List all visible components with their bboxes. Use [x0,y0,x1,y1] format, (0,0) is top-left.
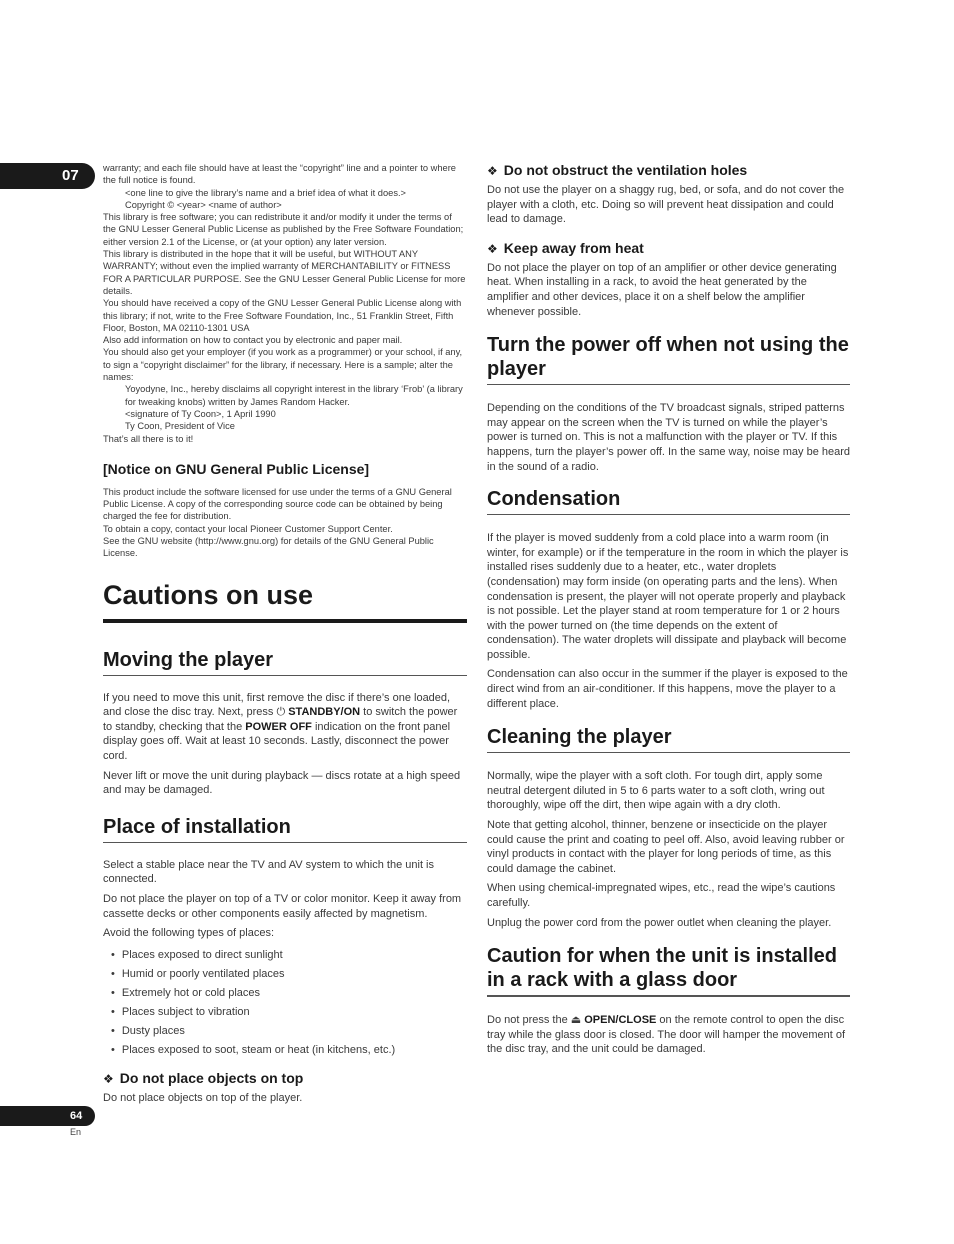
gnu-paragraph: This product include the software licensed for use under the terms of a GNU General Public License. A copy of the corresponding source code can be obtained by being charged the fee for distribution. [103,486,452,522]
license-paragraph: <one line to give the library’s name and a brief idea of what it does.> [125,187,406,198]
language-label: En [70,1127,82,1137]
page-title: Cautions on use [103,580,467,623]
objects-paragraph: Do not place objects on top of the player. [103,1091,303,1104]
rack-paragraph: Do not press the ⏏ OPEN/CLOSE on the remote control to open the disc tray while the glass door is closed. The door will hamper the movement of the disc tray, and the unit could be damaged. [487,1014,846,1056]
moving-paragraph-1: If you need to move this unit, first remove the disc if there’s one loaded, and close the disc tray. Next, press ⏻ STANDBY/ON to switch the power to standby, checking that the POWER OFF indication on the front panel display goes off. Wait at least 10 seconds. Lastly, disconnect the power cord. [103,691,458,762]
license-paragraph: Yoyodyne, Inc., hereby disclaims all copyright interest in the library ‘Frob’ (a library for tweaking knobs) written by James Random Hacker. [125,384,463,407]
heat-paragraph: Do not place the player on top of an amplifier or other device generating heat. When installing in a rack, to avoid the heat generated by the amplifier and other devices, place it on a shelf below the amplifier whenever possible. [487,261,837,318]
avoid-places-list [103,946,467,1060]
left-column [103,162,467,1110]
gnu-paragraph: See the GNU website (http://www.gnu.org) for details of the GNU General Public License. [103,536,434,559]
gnu-notice-text [103,486,467,560]
diamond-icon: ❖ [103,1071,114,1086]
list-item: • Humid or poorly ventilated places [111,965,467,984]
list-item: • Places exposed to direct sunlight [111,946,467,965]
license-paragraph: That’s all there is to it! [103,433,194,444]
license-paragraph: You should have received a copy of the GNU Lesser General Public License along with this library; if not, write to the Free Software Foundation, Inc., 51 Franklin Street, Fifth Floor, Boston, MA 02110-1301 USA [103,298,462,333]
section-heading: Condensation [487,487,850,515]
license-paragraph: warranty; and each file should have at least the “copyright” line and a pointer to where the full notice is found. [103,163,456,186]
license-tail [103,162,467,445]
installation-paragraph: Select a stable place near the TV and AV system to which the unit is connected. [103,858,434,886]
license-paragraph: This library is distributed in the hope that it will be useful, but WITHOUT ANY WARRANTY; without even the implied warranty of MERCHANTABILITY or FITNESS FOR A PARTICULAR PURPOSE. See the GNU Lesser General Public License for more details. [103,249,466,296]
condensation-paragraph-1: If the player is moved suddenly from a cold place into a warm room (in winter, for example) or if the temperature in the room in which the player is installed rises suddenly due to a heater, etc., water droplets (condensation) may form inside (on operating parts and the lens). When condensation is present, the player will not operate properly and playback is not possible. Let the player stand at room temperature for 1 or 2 hours with the power turned on (the time depends on the extent of condensation). The water droplets will dissipate and playback will become possible. [487,532,849,661]
license-paragraph: Copyright © <year> <name of author> [125,199,282,210]
diamond-icon: ❖ [487,164,498,178]
list-item: • Dusty places [111,1022,467,1041]
condensation-paragraph-2: Condensation can also occur in the summer if the player is exposed to the direct wind from an air-conditioner. If this happens, move the player to a different place. [487,668,848,710]
gnu-paragraph: To obtain a copy, contact your local Pioneer Customer Support Center. [103,523,393,534]
power-off-paragraph: Depending on the conditions of the TV broadcast signals, striped patterns may appear on the screen when the TV is turned on while the player’s power is turned on. This is not a malfunction with the player or TV. If this happens, turn the player’s power off. In the same way, noise may be heard in the sound of a radio. [487,402,851,473]
list-item: • Extremely hot or cold places [111,984,467,1003]
standby-icon: ⏻ [276,706,286,719]
ventilation-paragraph: Do not use the player on a shaggy rug, bed, or sofa, and do not cover the player with a cloth, etc. Doing so will prevent heat dissipation and could lead to damage. [487,184,845,226]
section-heading: Cleaning the player [487,725,850,753]
eject-icon: ⏏ [570,1014,582,1027]
section-installation [103,815,467,1106]
list-item: • Places subject to vibration [111,1003,467,1022]
section-heading: Moving the player [103,648,467,676]
subsection-heading: ❖ Do not place objects on top [103,1069,304,1086]
cleaning-paragraph: Unplug the power cord from the power outlet when cleaning the player. [487,916,832,929]
page-number: 64 [0,1106,95,1126]
cleaning-paragraph: When using chemical-impregnated wipes, etc., read the wipe’s cautions carefully. [487,882,836,909]
list-item: • Places exposed to soot, steam or heat (in kitchens, etc.) [111,1041,467,1060]
installation-paragraph: Avoid the following types of places: [103,927,275,940]
gnu-notice-heading: [Notice on GNU General Public License] [103,460,370,477]
section-moving [103,648,467,798]
moving-paragraph-2: Never lift or move the unit during playback — discs rotate at a high speed and may be damaged. [103,769,461,797]
cleaning-paragraph: Normally, wipe the player with a soft cloth. For tough dirt, apply some neutral detergent diluted in 5 to 6 parts water to a soft cloth, wring out thoroughly, wipe off the dirt, then wipe again with a dry cloth. [487,770,825,812]
subsection-heading: ❖ Keep away from heat [487,239,644,256]
license-paragraph: You should also get your employer (if you work as a programmer) or your school, if any, to sign a “copyright disclaimer” for the library, if necessary. Here is a sample; alter the names: [103,347,463,383]
subsection-heading: ❖ Do not obstruct the ventilation holes [487,162,748,178]
cleaning-paragraph: Note that getting alcohol, thinner, benzene or insecticide on the player could cause the print and coating to peel off. Also, avoid leaving rubber or vinyl products in contact with the player for long periods of time, as this could damage the cabinet. [487,819,845,875]
right-column [487,162,850,1062]
section-heading: Caution for when the unit is installed in a rack with a glass door [487,944,850,997]
license-paragraph: Also add information on how to contact you by electronic and paper mail. [103,335,403,346]
section-heading: Turn the power off when not using the player [487,333,850,385]
section-heading: Place of installation [103,815,467,843]
installation-paragraph: Do not place the player on top of a TV or color monitor. Keep it away from cassette decks or other components easily affected by magnetism. [103,892,462,920]
diamond-icon: ❖ [487,241,498,256]
license-paragraph: Ty Coon, President of Vice [125,421,235,432]
chapter-tab: 07 [0,163,95,189]
license-paragraph: <signature of Ty Coon>, 1 April 1990 [125,408,276,419]
license-paragraph: This library is free software; you can redistribute it and/or modify it under the terms of the GNU Lesser General Public License as published by the Free Software Foundation; either version 2.1 of the License, or (at your option) any later version. [103,212,464,247]
